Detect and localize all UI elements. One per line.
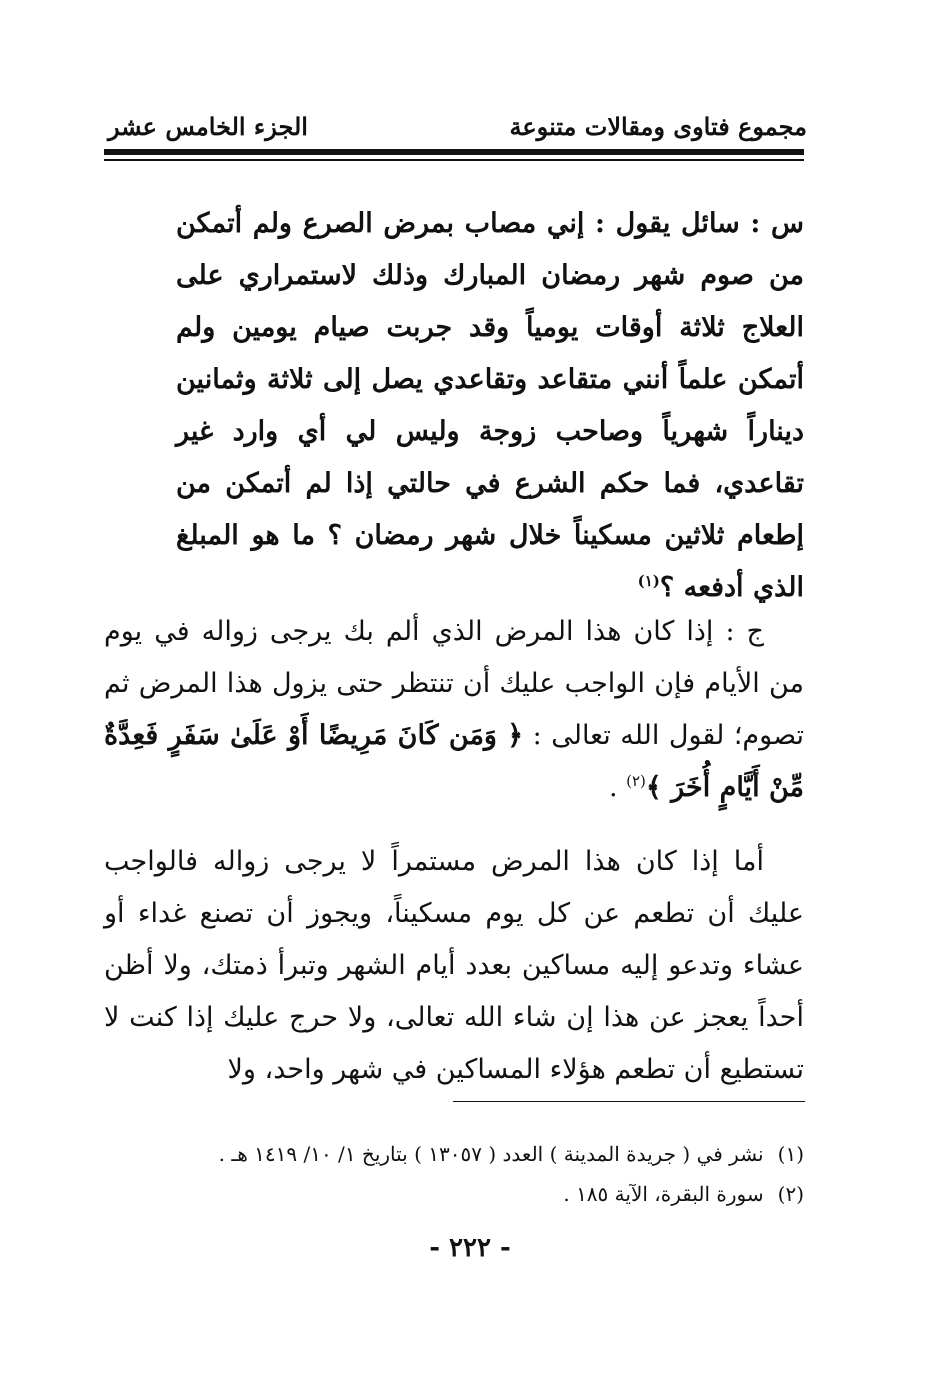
header-rule-thin [104, 159, 804, 161]
answer-paragraph-2: أما إذا كان هذا المرض مستمراً لا يرجى زواله فالواجب عليك أن تطعم عن كل يوم مسكيناً، ويجوز أن تصنع غداء أو عشاء وتدعو إليه مساكين بعدد أيام الشهر وتبرأ ذمتك، ولا أظن أحداً يعجز عن هذا إن شاء الله تعالى، ولا حرج عليك إذا كنت لا تستطيع أن تطعم هؤلاء المساكين في شهر واحد، ولا [104, 846, 804, 1085]
answer-block [104, 606, 804, 1096]
quran-verse: ﴿ وَمَن كَانَ مَرِيضًا أَوْ عَلَىٰ سَفَرٍ فَعِدَّةٌ مِّنْ أَيَّامٍ أُخَرَ ﴾ [104, 720, 804, 803]
footnote-separator [453, 1101, 805, 1102]
volume-header: الجزء الخامس عشر [108, 112, 308, 141]
footnote-item-1 [104, 1134, 804, 1174]
question-paragraph [176, 198, 804, 614]
footnote-text: نشر في ( جريدة المدينة ) العدد ( ١٣٠٥٧ ) بتاريخ ١/ ١٠/ ١٤١٩ هـ . [218, 1142, 764, 1166]
answer-p1-text: ج : إذا كان هذا المرض الذي ألم بك يرجى زواله في يوم من الأيام فإن الواجب عليك أن تنتظر حتى يزول هذا المرض ثم تصوم؛ لقول الله تعالى : [104, 616, 804, 751]
answer-paragraph-1 [104, 606, 804, 814]
question-text: س : سائل يقول : إني مصاب بمرض الصرع ولم أتمكن من صوم شهر رمضان المبارك وذلك لاستمراري على العلاج ثلاثة أوقات يومياً وقد جربت صيام يومين ولم أتمكن علماً أنني متقاعد وتقاعدي يصل إلى ثلاثة وثمانين ديناراً شهرياً وصاحب زوجة وليس لي أي وارد غير تقاعدي، فما حكم الشرع في حالتي إذا لم أتمكن من إطعام ثلاثين مسكيناً خلال شهر رمضان ؟ ما هو المبلغ الذي أدفعه ؟ [176, 208, 804, 603]
page-number: - ٢٢٢ - [429, 1233, 511, 1263]
footnotes [104, 1134, 804, 1214]
header-rule-thick [104, 149, 804, 155]
answer-p1-end: . [608, 772, 618, 803]
footnote-number: (١) [777, 1142, 804, 1166]
book-title-header: مجموع فتاوى ومقالات متنوعة [509, 112, 807, 141]
footnote-number: (٢) [777, 1182, 804, 1206]
footnote-text: سورة البقرة، الآية ١٨٥ . [563, 1182, 764, 1206]
footnote-ref-1: (١) [637, 572, 660, 590]
footnote-item-2 [104, 1174, 804, 1214]
footnote-ref-2: (٢) [626, 772, 646, 790]
